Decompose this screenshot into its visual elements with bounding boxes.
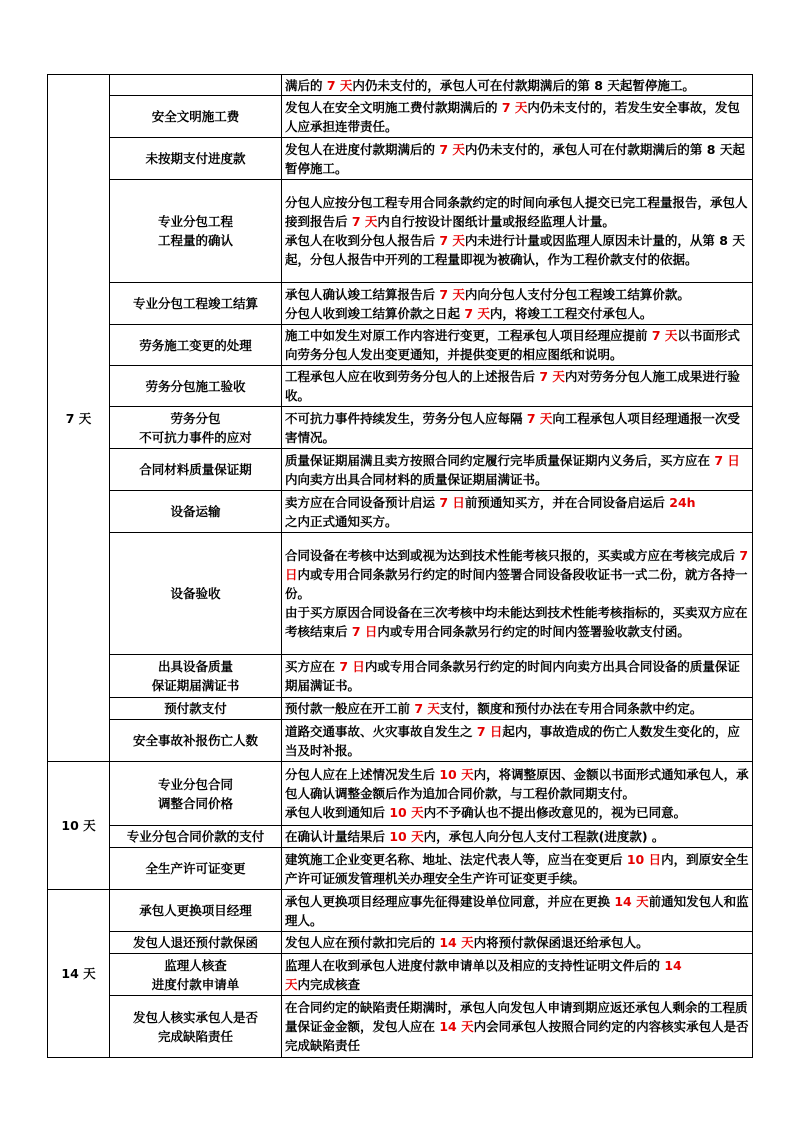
desc-cell: 承包人确认竣工结算报告后 7 天内向分包人支付分包工程竣工结算价款。 分包人收到竣工结算价款之日起 7 天内，将竣工工程交付承包人。	[282, 283, 753, 325]
table-row	[48, 96, 753, 138]
item-cell: 安全文明施工费	[110, 96, 282, 138]
table-row	[48, 407, 753, 449]
deadline-highlight: 7 日	[351, 624, 378, 639]
item-cell: 劳务施工变更的处理	[110, 325, 282, 366]
deadline-highlight: 7 日	[714, 452, 740, 468]
deadline-highlight: 7 天	[464, 305, 490, 321]
desc-cell: 质量保证期届满且卖方按照合同约定履行完毕质量保证期内义务后，买方应在 7 日内向卖方出具合同材料的质量保证期届满证书。	[282, 449, 753, 491]
deadline-highlight: 10 天	[439, 767, 474, 782]
item-cell: 安全事故补报伤亡人数	[110, 720, 282, 762]
item-cell: 发包人退还预付款保函	[110, 932, 282, 954]
desc-cell: 监理人在收到承包人进度付款申请单以及相应的支持性证明文件后的 14 天内完成核查	[282, 954, 753, 996]
deadline-highlight: 7 天	[414, 701, 440, 716]
table-row	[48, 762, 753, 826]
item-cell: 全生产许可证变更	[110, 848, 282, 890]
item-cell: 监理人核查 进度付款申请单	[110, 954, 282, 996]
table-row	[48, 826, 753, 848]
desc-cell: 建筑施工企业变更名称、地址、法定代表人等，应当在变更后 10 日内，到原安全生产许可证颁发管理机关办理安全生产许可证变更手续。	[282, 848, 753, 890]
deadline-highlight: 7 天	[526, 410, 553, 426]
table-row	[48, 848, 753, 890]
deadline-highlight: 10 日	[626, 851, 662, 867]
deadline-highlight: 14 天	[439, 1019, 474, 1034]
table-row	[48, 996, 753, 1058]
table-row	[48, 138, 753, 180]
deadline-highlight: 24h	[669, 494, 696, 510]
desc-cell: 在合同约定的缺陷责任期满时，承包人向发包人申请到期应返还承包人剩余的工程质量保证金金额，发包人应在 14 天内会同承包人按照合同约定的内容核实承包人是否完成缺陷责任	[282, 996, 753, 1058]
desc-cell: 分包人应在上述情况发生后 10 天内，将调整原因、金额以书面形式通知承包人，承包人确认调整金额后作为追加合同价款，与工程价款同期支付。 承包人收到通知后 10 天内不予确认也不提出修改意见的，视为已同意。	[282, 762, 753, 826]
item-cell: 承包人更换项目经理	[110, 890, 282, 932]
group-label-14: 14 天	[48, 890, 110, 1058]
desc-cell: 发包人应在预付款扣完后的 14 天内将预付款保函退还给承包人。	[282, 932, 753, 954]
deadline-highlight: 7 日	[339, 659, 365, 674]
deadline-highlight: 14 天	[439, 935, 474, 950]
deadline-table	[47, 74, 753, 1058]
item-cell: 设备运输	[110, 491, 282, 533]
item-cell: 专业分包工程 工程量的确认	[110, 180, 282, 283]
item-cell: 发包人核实承包人是否 完成缺陷责任	[110, 996, 282, 1058]
desc-cell: 承包人更换项目经理应事先征得建设单位同意，并应在更换 14 天前通知发包人和监理人。	[282, 890, 753, 932]
table-row	[48, 698, 753, 720]
table-row	[48, 491, 753, 533]
table-row	[48, 449, 753, 491]
table-row	[48, 720, 753, 762]
item-cell: 设备验收	[110, 533, 282, 655]
group-label-10: 10 天	[48, 762, 110, 890]
table-row	[48, 655, 753, 698]
desc-cell: 发包人在进度付款期满后的 7 天内仍未支付的，承包人可在付款期满后的第 8 天起暂停施工。	[282, 138, 753, 180]
item-cell: 出具设备质量 保证期届满证书	[110, 655, 282, 698]
item-cell: 专业分包工程竣工结算	[110, 283, 282, 325]
deadline-highlight: 14 天	[614, 893, 649, 909]
item-cell	[110, 75, 282, 96]
desc-cell: 不可抗力事件持续发生，劳务分包人应每隔 7 天向工程承包人项目经理通报一次受害情况。	[282, 407, 753, 449]
table-row	[48, 366, 753, 407]
deadline-highlight: 10 天	[389, 829, 424, 844]
item-cell: 合同材料质量保证期	[110, 449, 282, 491]
table-row	[48, 954, 753, 996]
deadline-highlight: 7 日	[439, 494, 465, 510]
deadline-highlight: 7 天	[439, 141, 465, 157]
table-row	[48, 325, 753, 366]
item-cell: 专业分包合同价款的支付	[110, 826, 282, 848]
deadline-highlight: 7 日	[476, 723, 503, 739]
table-row	[48, 932, 753, 954]
deadline-highlight: 7 天	[501, 99, 528, 115]
deadline-highlight: 天	[285, 976, 298, 992]
table-row	[48, 283, 753, 325]
desc-cell: 卖方应在合同设备预计启运 7 日前预通知买方，并在合同设备启运后 24h 之内正式通知买方。	[282, 491, 753, 533]
table-row	[48, 180, 753, 283]
deadline-highlight: 7 天	[351, 214, 378, 229]
desc-cell: 施工中如发生对原工作内容进行变更，工程承包人项目经理应提前 7 天以书面形式向劳务分包人发出变更通知，并提供变更的相应图纸和说明。	[282, 325, 753, 366]
table-row	[48, 890, 753, 932]
deadline-highlight: 7 天	[539, 369, 565, 384]
item-cell: 未按期支付进度款	[110, 138, 282, 180]
deadline-highlight: 7 日	[285, 548, 749, 582]
item-cell: 劳务分包施工验收	[110, 366, 282, 407]
desc-cell: 合同设备在考核中达到或视为达到技术性能考核只报的，买卖或方应在考核完成后 7 日内或专用合同条款另行约定的时间内签署合同设备段收证书一式二份，就方各持一份。 由于买方原因合同设备在三次考核中均未能达到技术性能考核指标的，买卖双方应在考核结束后 7 日内或专用合同条款另行约定的时间内签署验收款支付函。	[282, 533, 753, 655]
table-row	[48, 75, 753, 96]
deadline-highlight: 7 天	[439, 286, 465, 302]
deadline-highlight: 14	[664, 957, 682, 973]
desc-cell: 道路交通事故、火灾事故自发生之 7 日起内，事故造成的伤亡人数发生变化的，应当及时补报。	[282, 720, 753, 762]
desc-cell: 预付款一般应在开工前 7 天支付，额度和预付办法在专用合同条款中约定。	[282, 698, 753, 720]
deadline-highlight: 7 天	[326, 77, 353, 93]
desc-cell: 工程承包人应在收到劳务分包人的上述报告后 7 天内对劳务分包人施工成果进行验收。	[282, 366, 753, 407]
item-cell: 劳务分包 不可抗力事件的应对	[110, 407, 282, 449]
deadline-highlight: 7 天	[439, 233, 465, 248]
deadline-highlight: 10 天	[389, 805, 424, 820]
group-label-7: 7 天	[48, 75, 110, 762]
desc-cell: 发包人在安全文明施工费付款期满后的 7 天内仍未支付的，若发生安全事故，发包人应承担连带责任。	[282, 96, 753, 138]
desc-cell: 在确认计量结果后 10 天内，承包人向分包人支付工程款(进度款) 。	[282, 826, 753, 848]
desc-cell: 买方应在 7 日内或专用合同条款另行约定的时间内向卖方出具合同设备的质量保证期届满证书。	[282, 655, 753, 698]
desc-cell: 分包人应按分包工程专用合同条款约定的时间向承包人提交已完工程量报告，承包人接到报告后 7 天内自行按设计图纸计量或报经监理人计量。 承包人在收到分包人报告后 7 天内未进行计量或因监理人原因未计量的，从第 8 天起，分包人报告中开列的工程量即视为被确认，作为工程价款支付的依据。	[282, 180, 753, 283]
deadline-highlight: 7 天	[651, 328, 678, 343]
desc-cell: 满后的 7 天内仍未支付的，承包人可在付款期满后的第 8 天起暂停施工。	[282, 75, 753, 96]
item-cell: 专业分包合同 调整合同价格	[110, 762, 282, 826]
item-cell: 预付款支付	[110, 698, 282, 720]
table-row	[48, 533, 753, 655]
